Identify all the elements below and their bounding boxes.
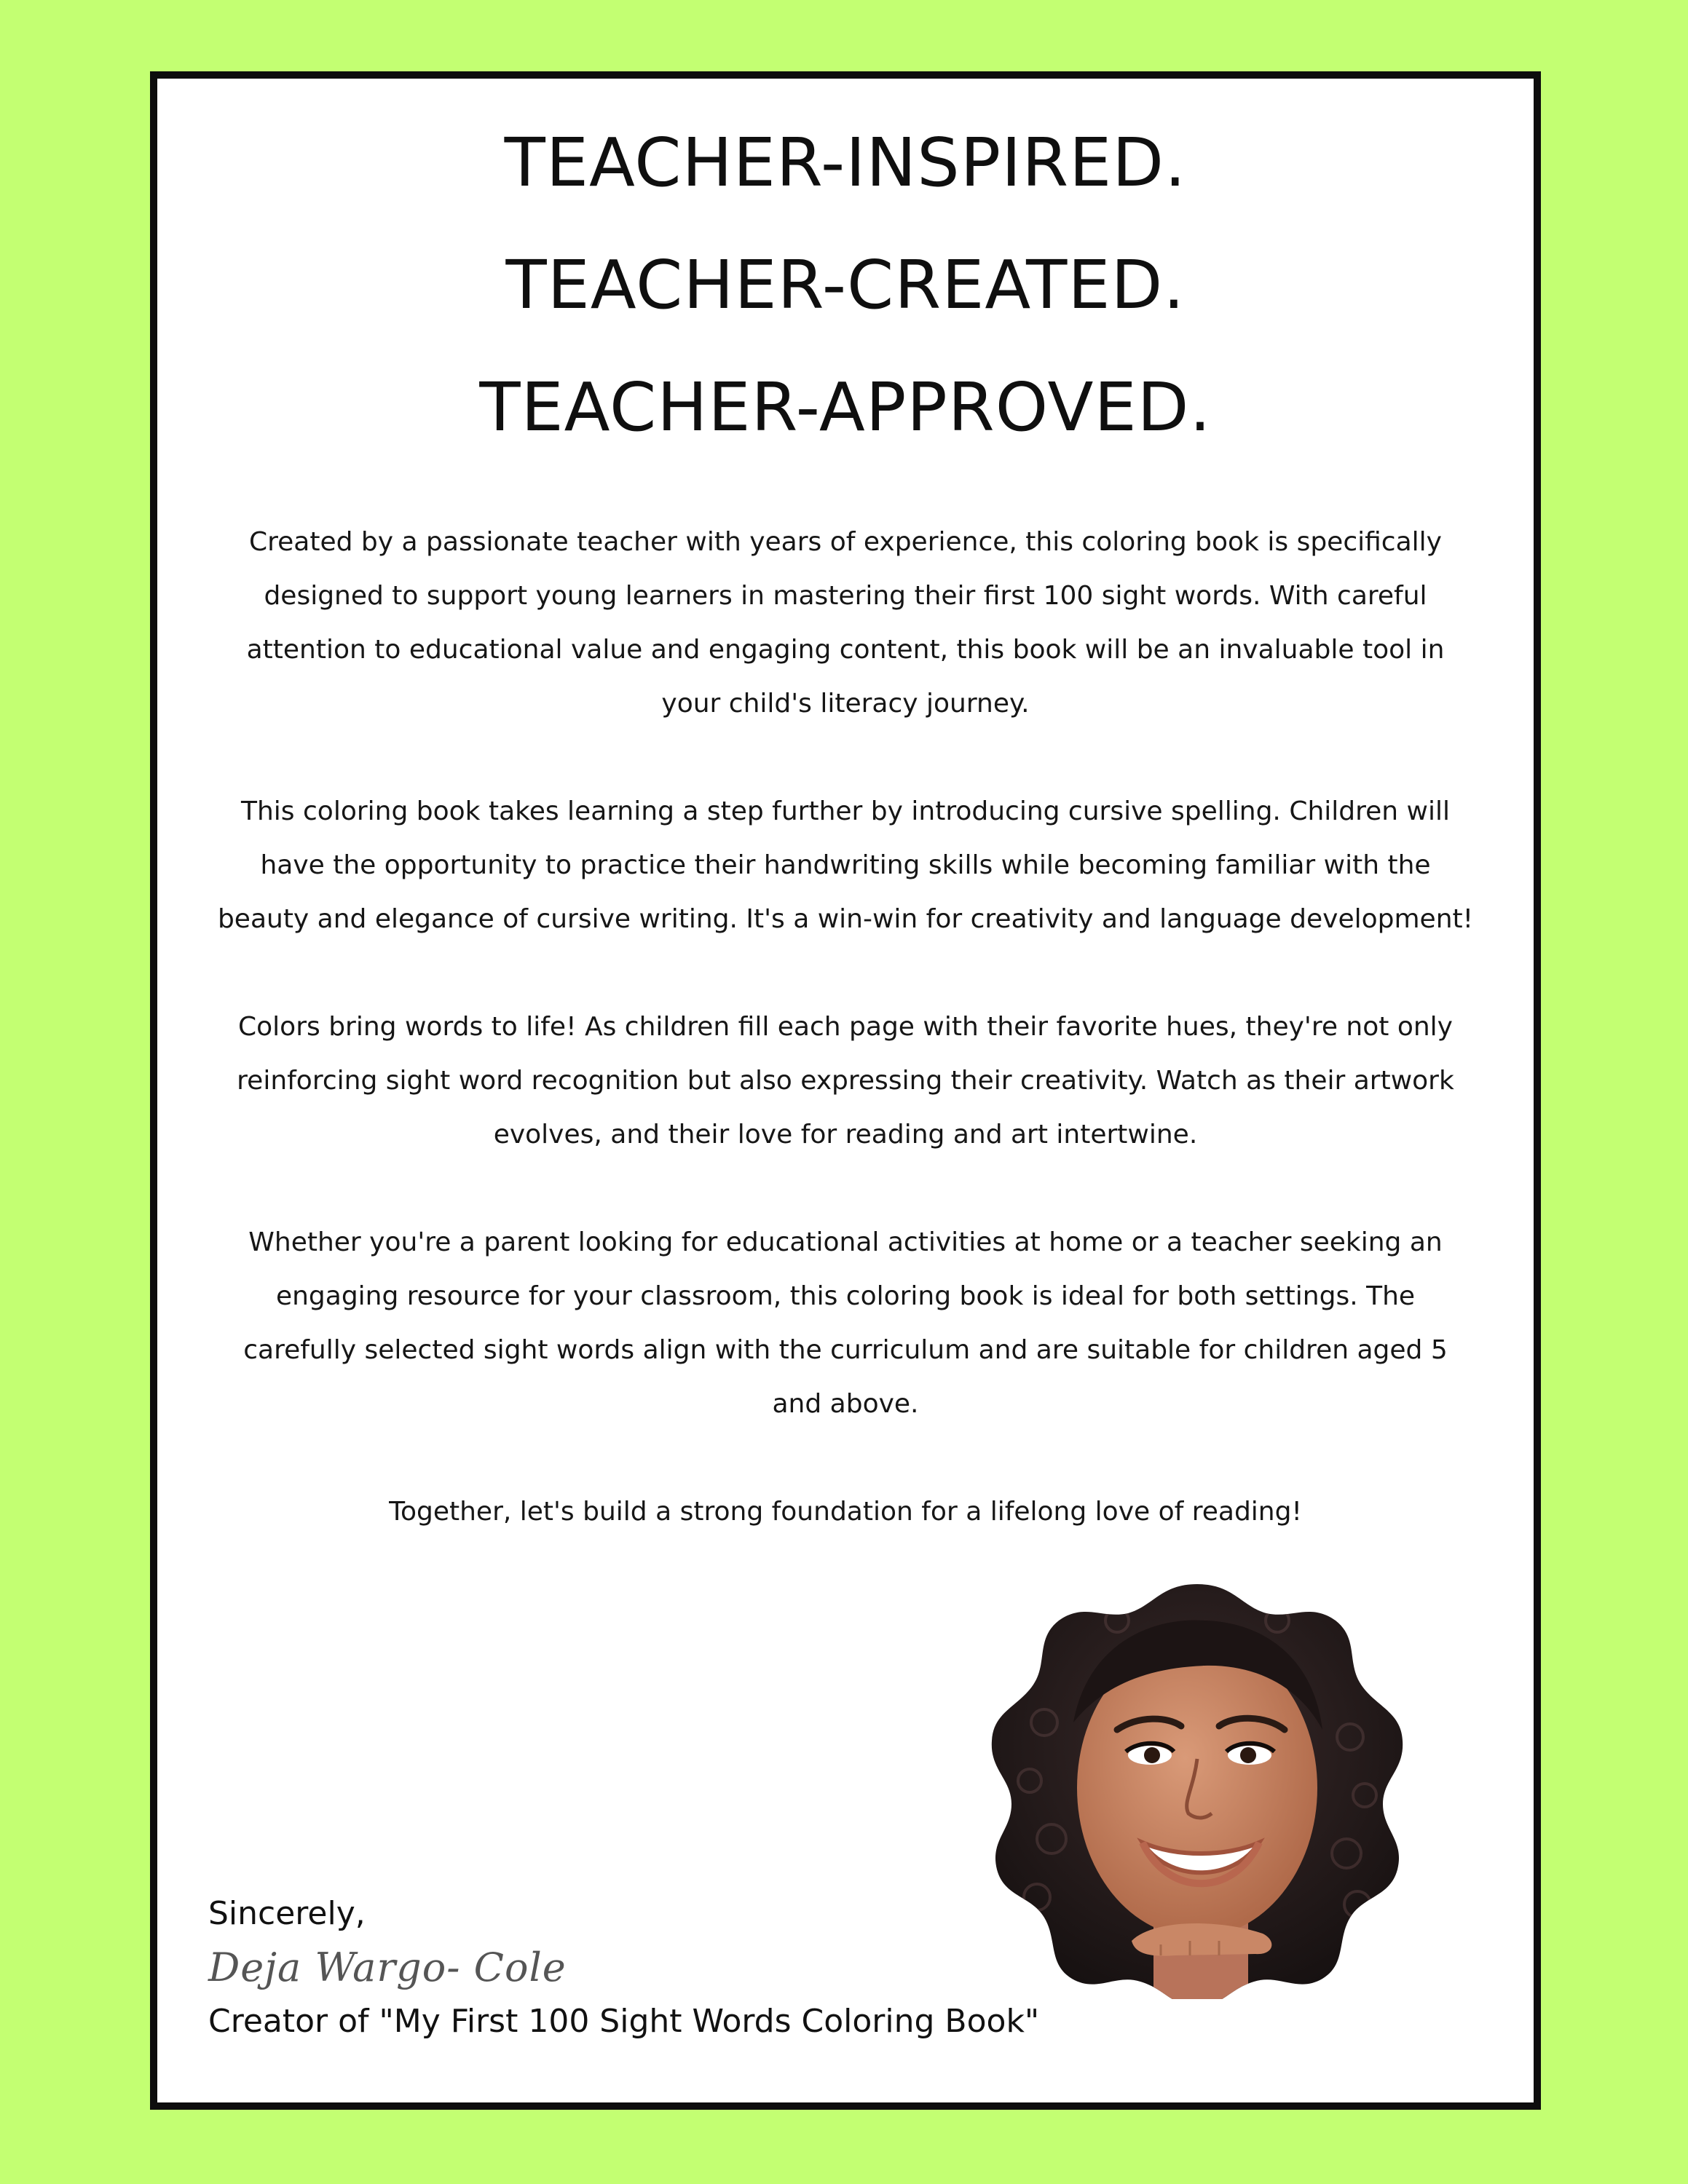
paragraph-closing: Together, let's build a strong foundation for a lifelong love of reading! [389, 1497, 1302, 1527]
headline-inspired: TEACHER-INSPIRED. [504, 124, 1187, 202]
paragraph-audience: Whether you're a parent looking for educational activities at home or a teacher seeking an engaging resource for your classroom, this coloring book is ideal for both settings. The carefully selected sight words align with the curriculum and are suitable for children aged 5 and above. [243, 1227, 1448, 1419]
body-text [216, 515, 1475, 1593]
headline-block [157, 124, 1534, 496]
paragraph-colors: Colors bring words to life! As children fill each page with their favorite hues, they're not only reinforcing sight word recognition but also expressing their creativity. Watch as their artwork evolves, and their love for reading and art intertwine. [237, 1012, 1454, 1150]
page-frame [150, 71, 1541, 2110]
headline-created: TEACHER-CREATED. [505, 246, 1186, 324]
paragraph-intro: Created by a passionate teacher with years of experience, this coloring book is specifically designed to support young learners in mastering their first 100 sight words. With careful attention to educational value and engaging content, this book will be an invaluable tool in your child's literacy journey. [246, 527, 1445, 719]
author-signature: Deja Wargo- Cole [208, 1944, 567, 1990]
author-portrait [986, 1577, 1408, 1999]
paragraph-cursive: This coloring book takes learning a step further by introducing cursive spelling. Children will have the opportunity to practice their handwriting skills while becoming familiar with the beauty and elegance of cursive writing. It's a win-win for creativity and language development! [217, 796, 1474, 934]
headline-approved: TEACHER-APPROVED. [479, 368, 1212, 446]
signoff-block [208, 1888, 1039, 2048]
creator-line: Creator of "My First 100 Sight Words Coloring Book" [208, 2003, 1040, 2040]
closing-text: Sincerely, [208, 1895, 366, 1932]
